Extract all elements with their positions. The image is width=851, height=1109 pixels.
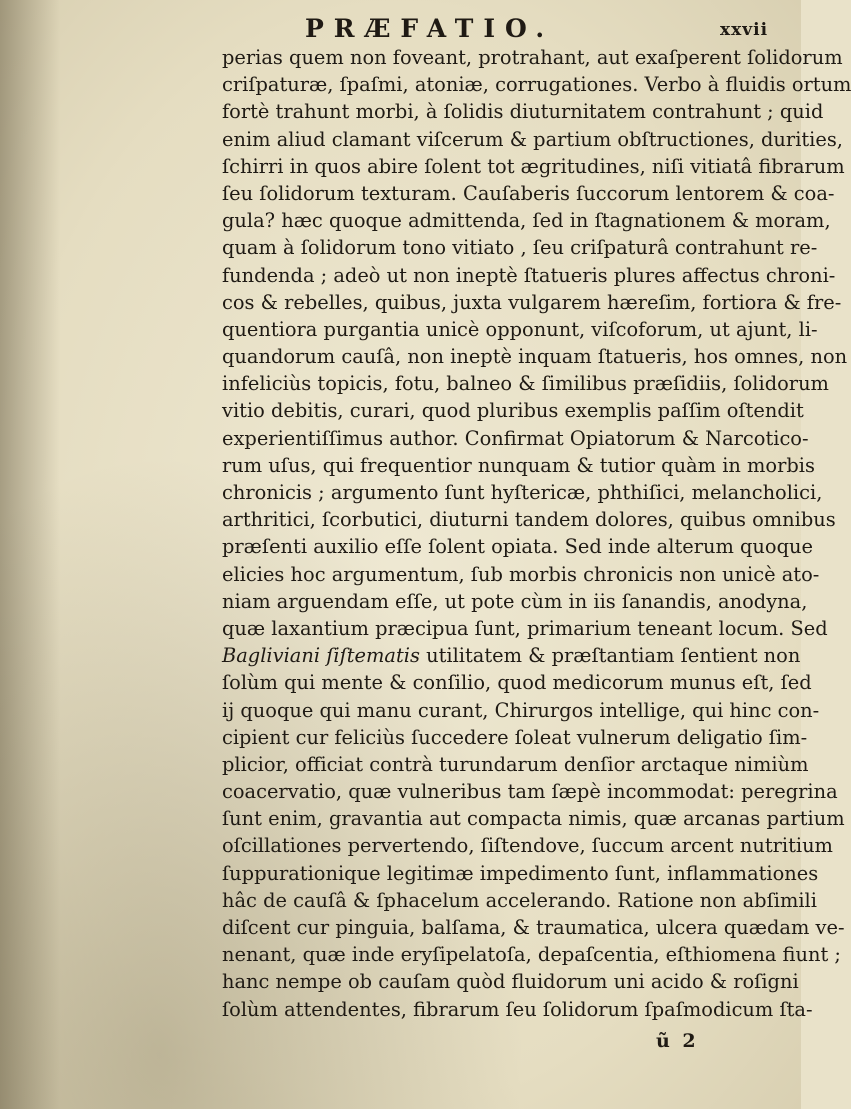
text-line: vitio debitis, curari, quod pluribus exemplis paſſim oſtendit	[222, 399, 804, 423]
text-line: fortè trahunt morbi, à ſolidis diuturnitatem contrahunt ; quid	[222, 100, 824, 124]
text-line: fundenda ; adeò ut non ineptè ſtatueris plures affectus chroni-	[222, 263, 836, 287]
text-line: coacervatio, quæ vulneribus tam ſæpè incommodat: peregrina	[222, 780, 838, 804]
text-line: ſuppurationique legitimæ impedimento ſunt, inflammationes	[222, 861, 819, 885]
text-line: cipient cur feliciùs ſuccedere ſoleat vulnerum deligatio ſim-	[222, 725, 808, 749]
page-header	[0, 10, 801, 44]
text-line: enim aliud clamant viſcerum & partium obſtructiones, durities,	[222, 127, 843, 151]
text-line: niam arguendam eſſe, ut pote cùm in iis ſanandis, anodyna,	[222, 589, 808, 613]
text-line: præſenti auxilio eſſe ſolent opiata. Sed inde alterum quoque	[222, 535, 813, 559]
text-line: hanc nempe ob cauſam quòd fluidorum uni acido & roſigni	[222, 970, 799, 994]
text-line: gula? hæc quoque admittenda, ſed in ſtagnationem & moram,	[222, 209, 831, 233]
text-line: infeliciùs topicis, fotu, balneo & ſimilibus præſidiis, ſolidorum	[222, 372, 829, 396]
page-number: xxvii	[720, 20, 769, 40]
text-line-rest: utilitatem & præſtantiam ſentient non	[419, 644, 801, 668]
italic-phrase: Bagliviani ſiſtematis	[222, 644, 420, 668]
text-line-italic	[222, 642, 801, 669]
text-line: rum uſus, qui frequentior nunquam & tutior quàm in morbis	[222, 453, 815, 477]
text-line: arthritici, ſcorbutici, diuturni tandem dolores, quibus omnibus	[222, 508, 836, 532]
text-line: quentiora purgantia unicè opponunt, viſcoforum, ut ajunt, li-	[222, 317, 818, 341]
text-line: ſolùm attendentes, fibrarum ſeu ſolidorum ſpaſmodicum ſta-	[222, 997, 813, 1021]
page-gutter-shadow	[0, 0, 60, 1109]
text-line: diſcent cur pinguia, balſama, & traumatica, ulcera quædam ve-	[222, 916, 845, 939]
text-line: quam à ſolidorum tono vitiato , ſeu criſpaturâ contrahunt re-	[222, 236, 818, 260]
text-line: ſunt enim, gravantia aut compacta nimis, quæ arcanas partium	[222, 807, 845, 831]
text-line: ſolùm qui mente & conſilio, quod medicorum munus eſt, ſed	[222, 671, 812, 695]
text-line: ſchirri in quos abire ſolent tot ægritudines, niſi vitiatâ fibrarum	[222, 154, 845, 178]
text-line: oſcillationes pervertendo, ſiſtendove, ſuccum arcent nutritium	[222, 834, 833, 858]
text-line: chronicis ; argumento ſunt hyſtericæ, phthiſici, melancholici,	[222, 481, 823, 504]
text-line: ſeu ſolidorum texturam. Cauſaberis ſuccorum lentorem & coa-	[222, 181, 835, 205]
text-line: ij quoque qui manu curant, Chirurgos intellige, qui hinc con-	[222, 698, 820, 722]
text-line: elicies hoc argumentum, ſub morbis chronicis non unicè ato-	[222, 562, 820, 586]
body-text	[222, 44, 851, 1023]
text-line: experientiſſimus author. Confirmat Opiatorum & Narcotico-	[222, 426, 809, 450]
text-line: quæ laxantium præcipua ſunt, primarium teneant locum. Sed	[222, 616, 828, 640]
running-head: PRÆFATIO.	[305, 14, 555, 43]
text-line: cos & rebelles, quibus, juxta vulgarem hæreſim, fortiora & fre-	[222, 290, 842, 314]
text-line: hâc de cauſâ & ſphacelum accelerando. Ratione non abſimili	[222, 888, 817, 912]
signature-mark: ũ 2	[656, 1030, 699, 1052]
text-line: plicior, officiat contrà turundarum denſior arctaque nimiùm	[222, 752, 809, 776]
text-line: nenant, quæ inde eryſipelatoſa, depaſcentia, eſthiomena fiunt ;	[222, 943, 841, 967]
text-line: quandorum cauſâ, non ineptè inquam ſtatueris, hos omnes, non	[222, 345, 848, 369]
text-line: perias quem non foveant, protrahant, aut exaſperent ſolidorum	[222, 46, 843, 69]
text-line: criſpaturæ, ſpaſmi, atoniæ, corrugationes. Verbo à fluidis ortum	[222, 73, 851, 97]
